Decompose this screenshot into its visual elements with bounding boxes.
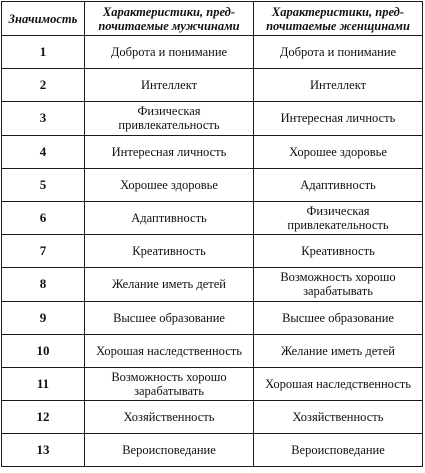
table-body bbox=[2, 36, 423, 467]
table-row bbox=[2, 135, 423, 168]
women-cell: Хорошая наследственность bbox=[254, 367, 423, 401]
women-cell: Вероисповедание bbox=[254, 434, 423, 467]
header-men: Характеристики, пред-почитаемые мужчинами bbox=[85, 2, 254, 36]
women-cell: Хорошее здоровье bbox=[254, 135, 423, 168]
women-cell: Интересная личность bbox=[254, 102, 423, 136]
table-row bbox=[2, 69, 423, 102]
women-cell: Физическая привлекательность bbox=[254, 201, 423, 235]
women-cell: Возможность хорошо зарабатывать bbox=[254, 268, 423, 302]
table-row bbox=[2, 401, 423, 434]
men-cell: Адаптивность bbox=[85, 201, 254, 235]
table-row bbox=[2, 235, 423, 268]
table-row bbox=[2, 268, 423, 302]
men-cell: Физическая привлекательность bbox=[85, 102, 254, 136]
men-cell: Интеллект bbox=[85, 69, 254, 102]
table-row bbox=[2, 334, 423, 367]
women-cell: Адаптивность bbox=[254, 168, 423, 201]
rank-cell: 10 bbox=[2, 334, 85, 367]
rank-cell: 6 bbox=[2, 201, 85, 235]
table-header bbox=[2, 2, 423, 36]
men-cell: Возможность хорошо зарабатывать bbox=[85, 367, 254, 401]
header-women: Характеристики, пред-почитаемые женщинами bbox=[254, 2, 423, 36]
women-cell: Хозяйственность bbox=[254, 401, 423, 434]
rank-cell: 12 bbox=[2, 401, 85, 434]
women-cell: Желание иметь детей bbox=[254, 334, 423, 367]
rank-cell: 11 bbox=[2, 367, 85, 401]
rank-cell: 5 bbox=[2, 168, 85, 201]
men-cell: Вероисповедание bbox=[85, 434, 254, 467]
women-cell: Интеллект bbox=[254, 69, 423, 102]
table-row bbox=[2, 201, 423, 235]
rank-cell: 8 bbox=[2, 268, 85, 302]
rank-cell: 4 bbox=[2, 135, 85, 168]
men-cell: Доброта и понимание bbox=[85, 36, 254, 69]
men-cell: Хорошая наследственность bbox=[85, 334, 254, 367]
women-cell: Креативность bbox=[254, 235, 423, 268]
rank-cell: 13 bbox=[2, 434, 85, 467]
header-row bbox=[2, 2, 423, 36]
women-cell: Доброта и понимание bbox=[254, 36, 423, 69]
rank-cell: 2 bbox=[2, 69, 85, 102]
table-wrapper bbox=[1, 1, 423, 467]
preferences-table bbox=[1, 1, 423, 467]
header-rank: Значимость bbox=[2, 2, 85, 36]
rank-cell: 9 bbox=[2, 301, 85, 334]
table-row bbox=[2, 36, 423, 69]
rank-cell: 7 bbox=[2, 235, 85, 268]
men-cell: Интересная личность bbox=[85, 135, 254, 168]
table-row bbox=[2, 102, 423, 136]
men-cell: Хорошее здоровье bbox=[85, 168, 254, 201]
rank-cell: 3 bbox=[2, 102, 85, 136]
table-row bbox=[2, 367, 423, 401]
men-cell: Креативность bbox=[85, 235, 254, 268]
table-row bbox=[2, 301, 423, 334]
rank-cell: 1 bbox=[2, 36, 85, 69]
men-cell: Хозяйственность bbox=[85, 401, 254, 434]
men-cell: Высшее образование bbox=[85, 301, 254, 334]
men-cell: Желание иметь детей bbox=[85, 268, 254, 302]
women-cell: Высшее образование bbox=[254, 301, 423, 334]
table-row bbox=[2, 168, 423, 201]
table-row bbox=[2, 434, 423, 467]
